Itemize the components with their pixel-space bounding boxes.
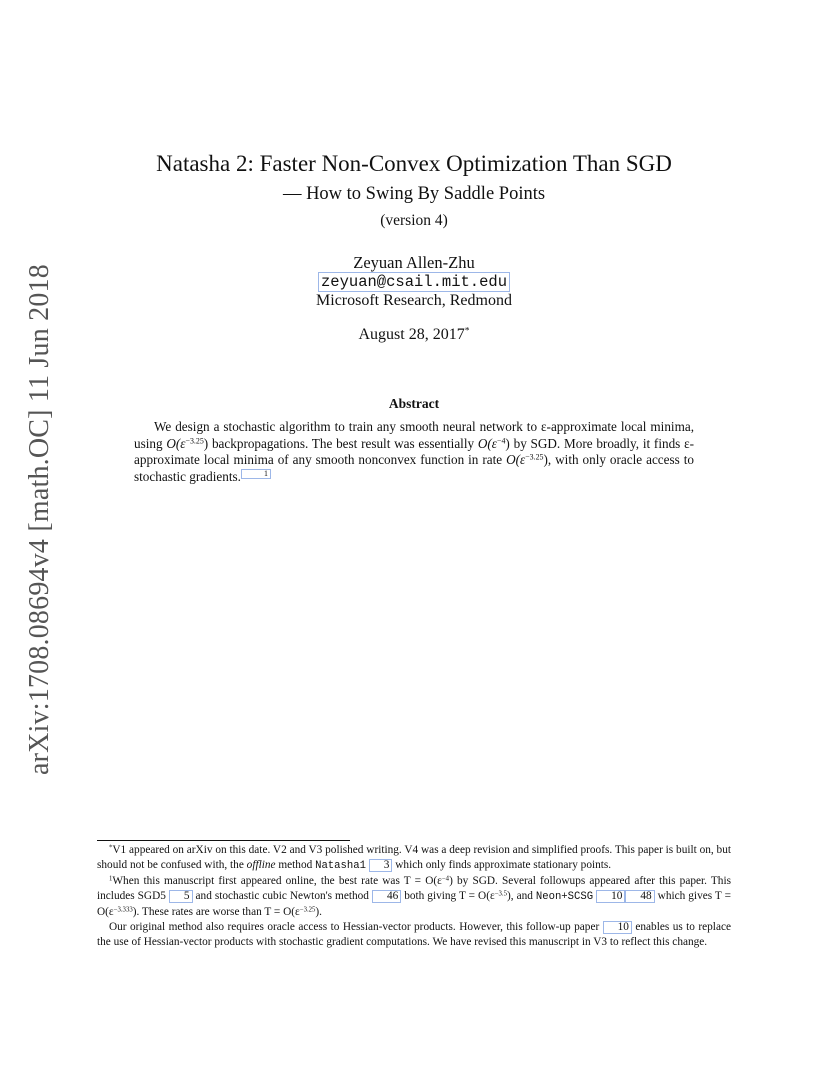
footnote-text: ).	[315, 906, 322, 918]
footnote-text: both giving T = O(ε	[401, 890, 495, 902]
footnote-code: Natasha1	[315, 860, 366, 872]
abstract-math: )	[543, 452, 548, 468]
abstract-math: O(ε	[477, 435, 497, 451]
footnote-text: and stochastic cubic Newton's method	[192, 890, 372, 902]
abstract-text: by SGD. More broadly, it finds ε-approximate local minima of any smooth nonconvex function in rate	[134, 435, 695, 468]
abstract-body	[134, 419, 694, 485]
citation-link[interactable]: 10	[603, 921, 632, 934]
abstract-text: , with only oracle access to stochastic gradients.	[134, 452, 694, 484]
footnote-divider	[97, 840, 350, 841]
footnote-text: When this manuscript first appeared online, the best rate was T = O(ε	[112, 875, 442, 887]
author-name: Zeyuan Allen-Zhu	[353, 253, 475, 272]
citation-link[interactable]: 48	[625, 890, 654, 903]
footnote-math-exponent: −3.5	[494, 890, 507, 898]
abstract-text: backpropagations. The best result was essentially	[208, 435, 478, 451]
footnote-math-exponent: −4	[441, 875, 450, 883]
footnote-text: which only finds approximate stationary points.	[392, 859, 612, 871]
footnote-text: V1 appeared on arXiv on this date. V2 and V3 polished writing. V4 was a deep revision and simplified proofs. This paper is built on, but should not be confused with, the	[97, 844, 731, 871]
abstract-heading: Abstract	[388, 396, 440, 411]
paper-title: Natasha 2: Faster Non-Convex Optimization Than SGD	[156, 151, 672, 176]
citation-link[interactable]: 46	[372, 890, 401, 903]
paper-subtitle: — How to Swing By Saddle Points	[282, 184, 546, 204]
abstract-math: O(ε	[166, 435, 186, 451]
footnote-1-continued	[97, 920, 731, 950]
footnote-text: ) by SGD. Several followups appeared after this paper. This includes SGD5	[97, 875, 731, 902]
author-email-row	[0, 272, 828, 292]
abstract-math: )	[203, 435, 209, 451]
footnote-text: method	[275, 859, 316, 871]
abstract-math-exponent: −4	[497, 436, 506, 446]
author-email-link[interactable]: zeyuan@csail.mit.edu	[318, 272, 510, 292]
arxiv-identifier-stamp: arXiv:1708.08694v4 [math.OC] 11 Jun 2018	[24, 264, 55, 775]
footnote-mark: 1	[109, 875, 113, 883]
date-footnote-mark[interactable]: *	[464, 325, 470, 337]
abstract-math-exponent: −3.25	[185, 436, 204, 446]
footnote-mark: *	[109, 844, 113, 852]
footnotes	[97, 843, 731, 950]
footnote-emphasis: offline	[246, 859, 276, 871]
paper-version: (version 4)	[380, 212, 448, 229]
footnote-text: enables us to replace the use of Hessian-vector products with stochastic gradient computations. We have revised this manuscript in V3 to reflect this change.	[97, 921, 731, 948]
abstract-math: O(ε	[506, 452, 526, 468]
citation-link[interactable]: 3	[369, 859, 393, 872]
abstract-math-exponent: −3.25	[525, 452, 544, 462]
footnote-date	[97, 843, 731, 874]
footnote-1	[97, 874, 731, 920]
author-affiliation: Microsoft Research, Redmond	[316, 292, 512, 309]
abstract-paragraph	[134, 419, 694, 485]
footnote-text: Our original method also requires oracle access to Hessian-vector products. However, this follow-up paper	[109, 921, 603, 933]
citation-link[interactable]: 10	[596, 890, 625, 903]
paper-date	[0, 325, 828, 345]
footnote-text: ). These rates are worse than T = O(ε	[132, 906, 300, 918]
footnote-text: which gives T = O(ε	[97, 890, 731, 918]
footnote-math-exponent: −3.333	[113, 906, 133, 914]
citation-link[interactable]: 5	[169, 890, 193, 903]
abstract-footnote-link[interactable]: 1	[241, 469, 271, 479]
abstract-math: )	[505, 435, 510, 451]
footnote-math-exponent: −3.25	[299, 906, 316, 914]
abstract-text: We design a stochastic algorithm to train any smooth neural network to ε-approximate local minima, using	[134, 419, 694, 451]
footnote-text: ), and	[506, 890, 536, 902]
date-text: August 28, 2017	[358, 326, 465, 343]
footnote-code: Neon+SCSG	[535, 891, 594, 903]
